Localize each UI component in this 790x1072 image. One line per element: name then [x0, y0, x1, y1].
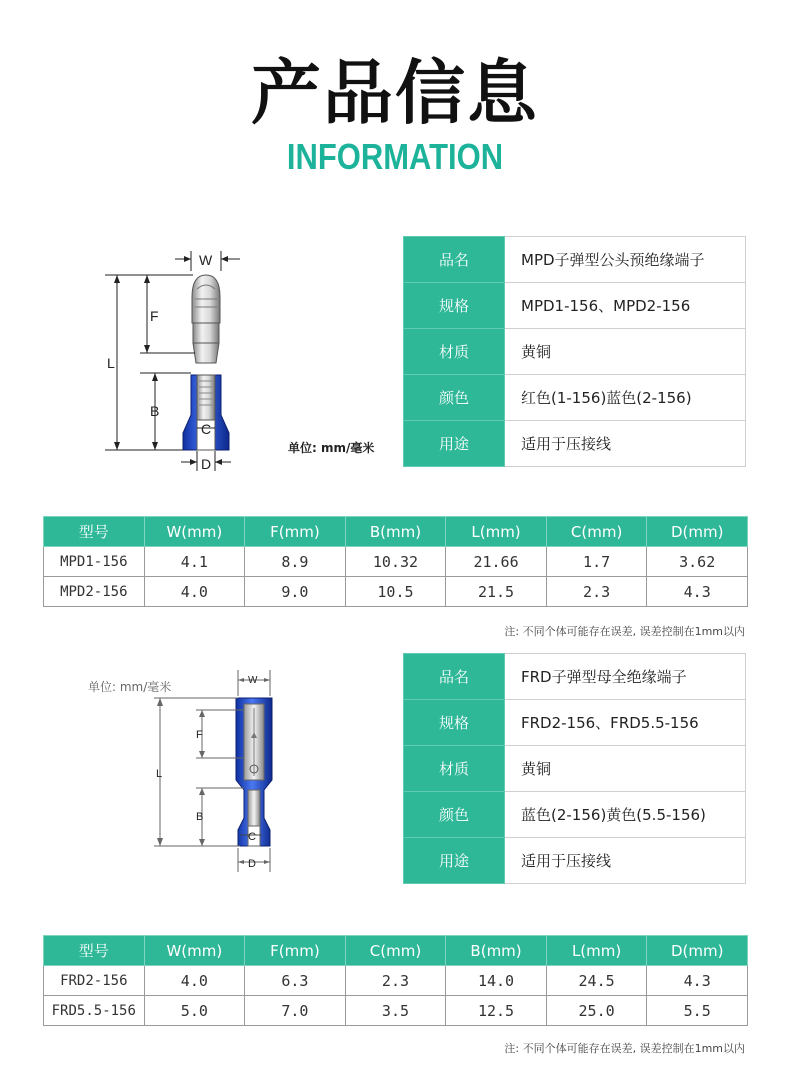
info-value: 红色(1-156)蓝色(2-156): [505, 375, 746, 421]
d-label: D: [248, 858, 256, 870]
c-label: C: [201, 421, 212, 437]
f-label: F: [150, 308, 159, 324]
table-cell: 21.5: [446, 577, 547, 607]
column-header: W(mm): [144, 936, 245, 966]
column-header: B(mm): [345, 517, 446, 547]
w-label: W: [199, 252, 213, 268]
table-cell: 21.66: [446, 547, 547, 577]
unit-label: 单位: mm/毫米: [88, 680, 172, 694]
table-cell: 4.1: [144, 547, 245, 577]
table-cell: MPD2-156: [44, 577, 145, 607]
table-cell: 7.0: [245, 996, 346, 1026]
table-row: [44, 547, 748, 577]
table-cell: 5.0: [144, 996, 245, 1026]
table-cell: 3.5: [345, 996, 446, 1026]
column-header: W(mm): [144, 517, 245, 547]
info-value: MPD子弹型公头预绝缘端子: [505, 237, 746, 283]
info-value: 适用于压接线: [505, 421, 746, 467]
info-key: 用途: [404, 838, 505, 884]
c-label: C: [248, 831, 256, 843]
table-cell: 9.0: [245, 577, 346, 607]
table-cell: 10.5: [345, 577, 446, 607]
info-row: [404, 792, 746, 838]
info-key: 规格: [404, 700, 505, 746]
w-label: W: [248, 675, 258, 686]
table-cell: 25.0: [546, 996, 647, 1026]
table-cell: 3.62: [647, 547, 748, 577]
b-label: B: [150, 403, 160, 419]
column-header: D(mm): [647, 517, 748, 547]
info-key: 规格: [404, 283, 505, 329]
table-cell: 5.5: [647, 996, 748, 1026]
column-header: F(mm): [245, 936, 346, 966]
column-header: F(mm): [245, 517, 346, 547]
table-cell: 4.3: [647, 577, 748, 607]
table-cell: 4.0: [144, 966, 245, 996]
product-info-table: [403, 653, 746, 884]
info-value: FRD2-156、FRD5.5-156: [505, 700, 746, 746]
info-row: [404, 654, 746, 700]
info-value: 黄铜: [505, 329, 746, 375]
info-row: [404, 375, 746, 421]
table-cell: 10.32: [345, 547, 446, 577]
column-header: C(mm): [546, 517, 647, 547]
info-key: 材质: [404, 329, 505, 375]
info-value: FRD子弹型母全绝缘端子: [505, 654, 746, 700]
l-label: L: [156, 768, 163, 780]
table-row: [44, 996, 748, 1026]
tolerance-note: 注: 不同个体可能存在误差, 误差控制在1mm以内: [504, 1042, 745, 1055]
table-cell: 8.9: [245, 547, 346, 577]
info-value: 适用于压接线: [505, 838, 746, 884]
b-label: B: [196, 811, 204, 823]
info-value: 黄铜: [505, 746, 746, 792]
info-value: MPD1-156、MPD2-156: [505, 283, 746, 329]
column-header: C(mm): [345, 936, 446, 966]
column-header: 型号: [44, 936, 145, 966]
info-key: 颜色: [404, 792, 505, 838]
l-label: L: [107, 355, 115, 371]
frd-terminal-diagram: [150, 668, 290, 873]
info-key: 颜色: [404, 375, 505, 421]
spec-table: [43, 516, 748, 607]
table-cell: MPD1-156: [44, 547, 145, 577]
column-header: 型号: [44, 517, 145, 547]
column-header: L(mm): [446, 517, 547, 547]
info-row: [404, 237, 746, 283]
unit-label: 单位: mm/毫米: [288, 441, 375, 455]
info-row: [404, 421, 746, 467]
table-cell: 4.3: [647, 966, 748, 996]
mpd-terminal-diagram: [95, 245, 255, 475]
info-row: [404, 838, 746, 884]
tolerance-note: 注: 不同个体可能存在误差, 误差控制在1mm以内: [504, 625, 745, 638]
info-key: 品名: [404, 654, 505, 700]
info-key: 材质: [404, 746, 505, 792]
table-cell: FRD2-156: [44, 966, 145, 996]
info-row: [404, 746, 746, 792]
spec-table: [43, 935, 748, 1026]
table-cell: 6.3: [245, 966, 346, 996]
info-row: [404, 329, 746, 375]
info-value: 蓝色(2-156)黄色(5.5-156): [505, 792, 746, 838]
info-key: 用途: [404, 421, 505, 467]
column-header: L(mm): [546, 936, 647, 966]
product-info-table: [403, 236, 746, 467]
table-header-row: [44, 936, 748, 966]
table-cell: 24.5: [546, 966, 647, 996]
table-row: [44, 966, 748, 996]
info-row: [404, 283, 746, 329]
table-cell: FRD5.5-156: [44, 996, 145, 1026]
table-header-row: [44, 517, 748, 547]
column-header: B(mm): [446, 936, 547, 966]
f-label: F: [196, 729, 203, 741]
info-key: 品名: [404, 237, 505, 283]
table-cell: 14.0: [446, 966, 547, 996]
table-cell: 2.3: [345, 966, 446, 996]
table-row: [44, 577, 748, 607]
table-cell: 4.0: [144, 577, 245, 607]
d-label: D: [201, 456, 212, 472]
info-row: [404, 700, 746, 746]
page-title: 产品信息: [251, 52, 539, 134]
page-subtitle: INFORMATION: [286, 136, 504, 177]
table-cell: 2.3: [546, 577, 647, 607]
table-cell: 12.5: [446, 996, 547, 1026]
column-header: D(mm): [647, 936, 748, 966]
table-cell: 1.7: [546, 547, 647, 577]
